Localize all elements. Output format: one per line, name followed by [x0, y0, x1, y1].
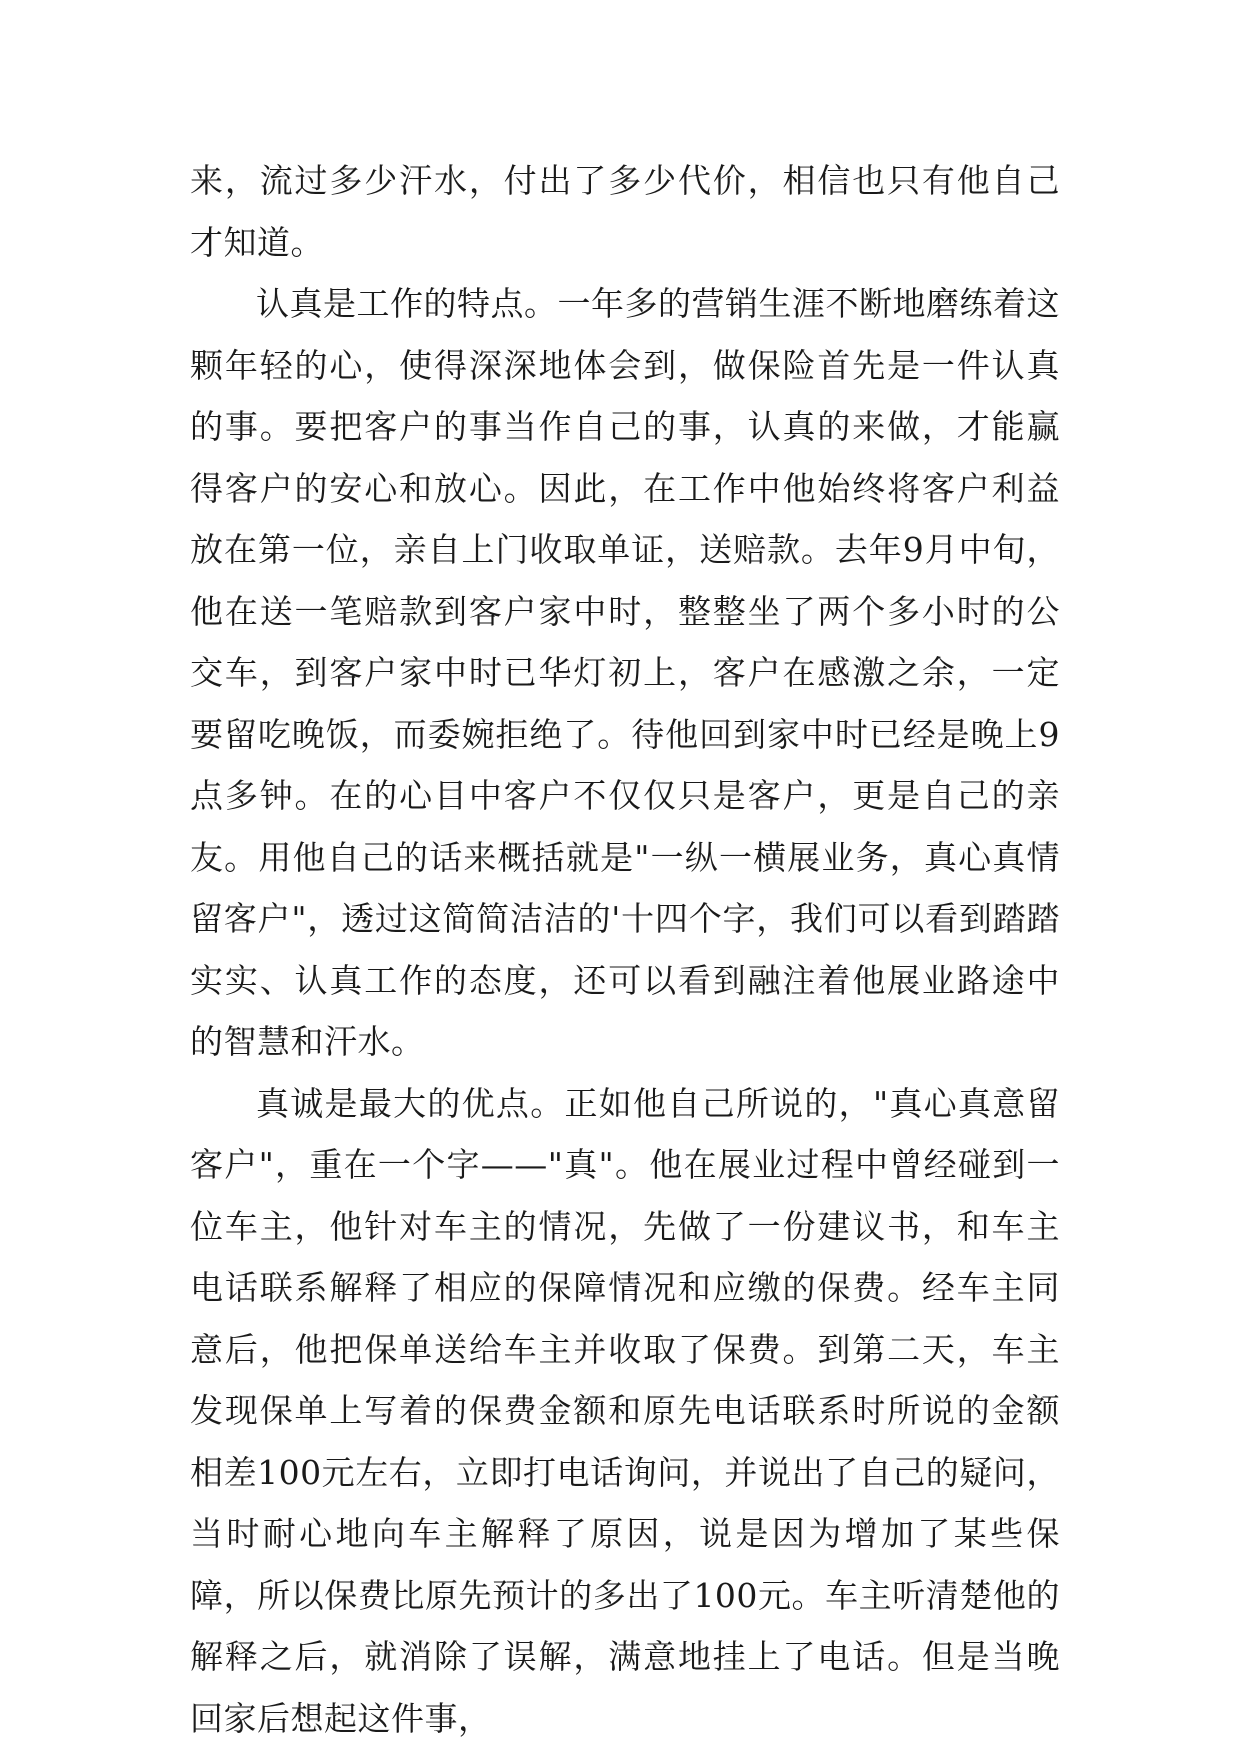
paragraph-3: 真诚是最大的优点。正如他自己所说的，"真心真意留客户"，重在一个字——"真"。他在展业过程中曾经碰到一位车主，他针对车主的情况，先做了一份建议书，和车主电话联系解释了相应的保障情况和应缴的保费。经车主同意后，他把保单送给车主并收取了保费。到第二天，车主发现保单上写着的保费金额和原先电话联系时所说的金额相差100元左右，立即打电话询问，并说出了自己的疑问，当时耐心地向车主解释了原因，说是因为增加了某些保障，所以保费比原先预计的多出了100元。车主听清楚他的解释之后，就消除了误解，满意地挂上了电话。但是当晚回家后想起这件事，	[190, 1083, 1060, 1738]
paragraph-1: 来，流过多少汗水，付出了多少代价，相信也只有他自己才知道。	[190, 161, 1060, 262]
document-page	[190, 150, 1060, 1749]
paragraph-2: 认真是工作的特点。一年多的营销生涯不断地磨练着这颗年轻的心，使得深深地体会到，做保险首先是一件认真的事。要把客户的事当作自己的事，认真的来做，才能赢得客户的安心和放心。因此，在工作中他始终将客户利益放在第一位，亲自上门收取单证，送赔款。去年9月中旬，他在送一笔赔款到客户家中时，整整坐了两个多小时的公交车，到客户家中时已华灯初上，客户在感激之余，一定要留吃晚饭，而委婉拒绝了。待他回到家中时已经是晚上9点多钟。在的心目中客户不仅仅只是客户，更是自己的亲友。用他自己的话来概括就是"一纵一横展业务，真心真情留客户"，透过这简简洁洁的'十四个字，我们可以看到踏踏实实、认真工作的态度，还可以看到融注着他展业路途中的智慧和汗水。	[190, 284, 1060, 1061]
